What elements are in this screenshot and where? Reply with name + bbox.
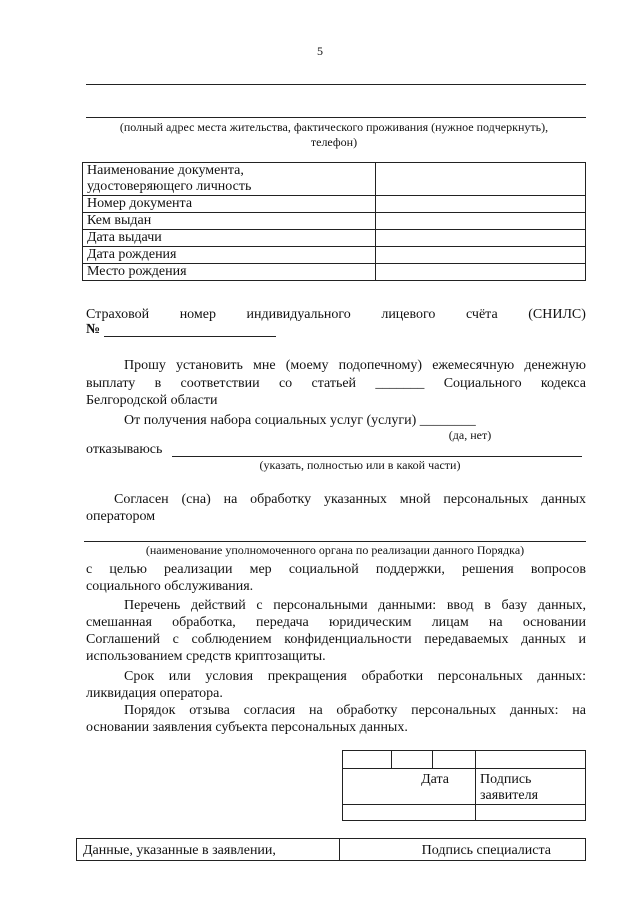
consent-line-2: оператором <box>86 509 156 524</box>
date-month-cell <box>392 751 433 769</box>
snils-word: (СНИЛС) <box>528 307 586 322</box>
birth-place-label: Место рождения <box>83 264 376 281</box>
social-services-text: От получения набора социальных услуг (услуги) ________ <box>124 413 476 428</box>
address-line-2 <box>86 117 586 118</box>
birth-place-value <box>376 264 586 281</box>
snils-word: номер <box>179 307 216 322</box>
refuse-label: отказываюсь <box>86 442 163 457</box>
snils-number-row <box>86 321 100 338</box>
signature-label <box>476 769 586 805</box>
request-word: соответствии <box>180 376 260 391</box>
address-caption <box>82 120 586 150</box>
page-number: 5 <box>317 44 323 58</box>
revoke-line-2: основании заявления субъекта персональных данных. <box>86 720 408 735</box>
address-line-1 <box>86 84 586 85</box>
doc-name-value-2 <box>376 179 586 196</box>
snils-line <box>86 306 586 323</box>
actions-line-1: Перечень действий с персональными данными: ввод в базу данных, <box>124 598 586 613</box>
issue-date-label: Дата выдачи <box>83 230 376 247</box>
doc-name-label-1: Наименование документа, <box>83 163 376 180</box>
issue-date-value <box>376 230 586 247</box>
snils-number-field <box>104 336 276 337</box>
address-caption-line2: телефон) <box>310 135 358 149</box>
revoke-line-1: Порядок отзыва согласия на обработку персональных данных: на <box>124 703 586 718</box>
refuse-caption: (указать, полностью или в какой части) <box>259 458 461 472</box>
sign-empty-cell-right <box>476 805 586 821</box>
consent-line-1: Согласен (сна) на обработку указанных мной персональных данных <box>114 492 586 507</box>
signature-label-line2: заявителя <box>480 788 539 803</box>
yes-no-caption: (да, нет) <box>448 428 492 442</box>
specialist-signature-label: Подпись специалиста <box>340 839 586 861</box>
request-line-2 <box>86 375 586 392</box>
signature-label-line1: Подпись <box>480 772 532 787</box>
date-day-cell <box>343 751 392 769</box>
term-line-2: ликвидация оператора. <box>86 686 223 701</box>
signature-cell <box>476 751 586 769</box>
request-line-3: Белгородской области <box>86 393 218 408</box>
actions-line-2: смешанная обработка, передача юридическим лицам на основании <box>86 615 586 630</box>
specialist-table <box>76 838 586 861</box>
operator-field <box>84 541 586 542</box>
address-caption-line1: (полный адрес места жительства, фактического проживания (нужное подчеркнуть), <box>119 120 549 134</box>
date-label: Дата <box>343 769 476 805</box>
doc-number-value <box>376 196 586 213</box>
purpose-line-1: с целью реализации мер социальной поддержки, решения вопросов <box>86 562 586 577</box>
request-word: в <box>154 376 162 391</box>
request-word: статьей <box>311 376 357 391</box>
snils-number-label: № <box>86 322 101 337</box>
request-word: выплату <box>86 376 136 391</box>
doc-number-label: Номер документа <box>83 196 376 213</box>
birth-date-label: Дата рождения <box>83 247 376 264</box>
request-word: со <box>278 376 293 391</box>
doc-name-label-2: удостоверяющего личность <box>83 179 376 196</box>
snils-word: лицевого <box>381 307 436 322</box>
request-line-1: Прошу установить мне (моему подопечному) ежемесячную денежную <box>124 358 586 373</box>
actions-line-3: Соглашений с соблюдением конфиденциальности передаваемых данных и <box>86 632 586 647</box>
applicant-signature-table <box>342 750 586 821</box>
doc-name-value <box>376 163 586 180</box>
date-year-cell <box>433 751 476 769</box>
request-word: кодекса <box>540 376 586 391</box>
snils-word: счёта <box>465 307 498 322</box>
snils-word: индивидуального <box>246 307 351 322</box>
term-line-1: Срок или условия прекращения обработки персональных данных: <box>124 669 586 684</box>
refuse-field <box>172 456 582 457</box>
birth-date-value <box>376 247 586 264</box>
request-word: Социального <box>443 376 522 391</box>
article-number-field: _______ <box>375 376 425 391</box>
identity-document-table <box>82 162 586 281</box>
purpose-line-2: социального обслуживания. <box>86 579 254 594</box>
actions-line-4: использованием средств криптозащиты. <box>86 649 326 664</box>
issued-by-value <box>376 213 586 230</box>
snils-word: Страховой <box>86 307 150 322</box>
sign-empty-cell-left <box>343 805 476 821</box>
operator-caption: (наименование уполномоченного органа по реализации данного Порядка) <box>145 543 525 557</box>
data-confirmation-label: Данные, указанные в заявлении, <box>77 839 340 861</box>
issued-by-label: Кем выдан <box>83 213 376 230</box>
